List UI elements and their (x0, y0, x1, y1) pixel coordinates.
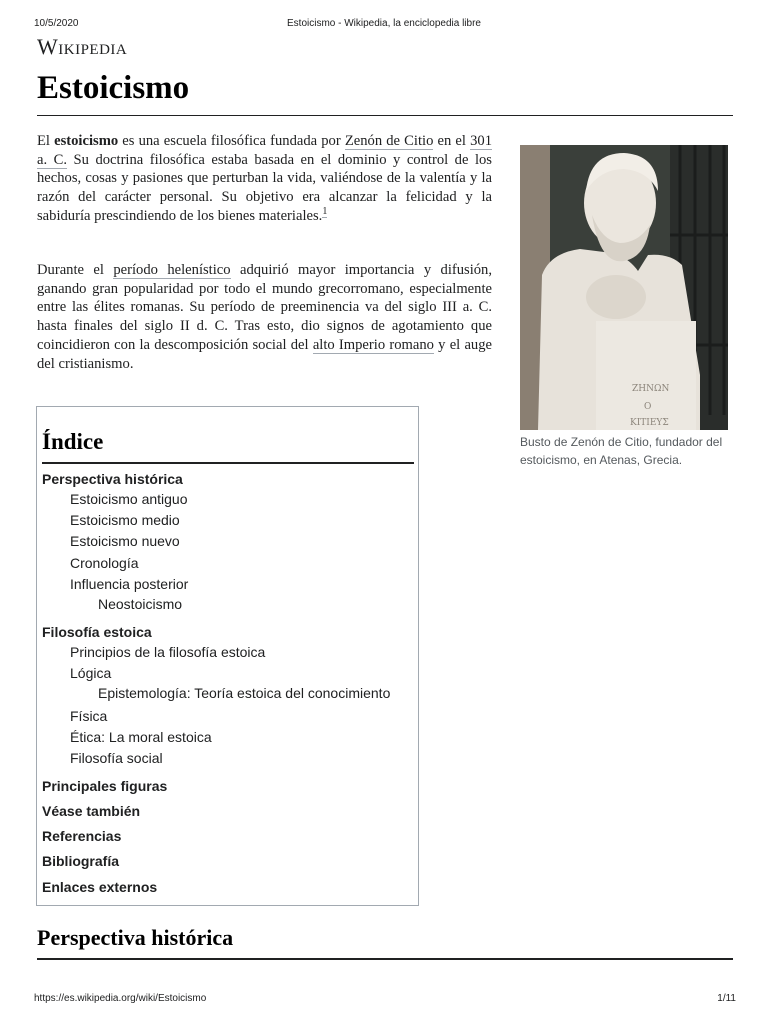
toc-link-principales-figuras[interactable]: Principales figuras (42, 778, 168, 794)
link-zenon-de-citio[interactable]: Zenón de Citio (344, 133, 434, 149)
section-divider (37, 958, 733, 960)
toc-link-cronologia[interactable]: Cronología (70, 555, 139, 571)
thumbnail-figure (520, 145, 728, 469)
toc-link-fisica[interactable]: Física (70, 708, 108, 724)
toc-heading: Índice (42, 429, 104, 454)
figure-caption: Busto de Zenón de Citio, fundador del estoicismo, en Atenas, Grecia. (520, 435, 723, 467)
print-date: 10/5/2020 (34, 18, 79, 29)
link-alto-imperio-romano[interactable]: alto Imperio romano (312, 336, 434, 353)
term-bold: estoicismo (54, 133, 119, 149)
toc-link-influencia-posterior[interactable]: Influencia posterior (70, 576, 189, 592)
toc-link-bibliografia[interactable]: Bibliografía (42, 853, 120, 869)
print-doc-title: Estoicismo - Wikipedia, la enciclopedia libre (287, 18, 481, 29)
toc-link-estoicismo-nuevo[interactable]: Estoicismo nuevo (70, 533, 180, 549)
toc-link-neostoicismo[interactable]: Neostoicismo (98, 596, 183, 612)
toc-link-logica[interactable]: Lógica (70, 665, 112, 681)
bust-inscription-line-1: ΖΗΝΩΝ (632, 384, 670, 394)
link-301-ac[interactable]: 301 a. C. (37, 133, 492, 168)
toc-link-enlaces-externos[interactable]: Enlaces externos (42, 879, 158, 895)
toc-link-etica[interactable]: Ética: La moral estoica (70, 729, 212, 745)
toc-link-principios[interactable]: Principios de la filosofía estoica (70, 644, 266, 660)
zeno-bust-photo[interactable] (520, 145, 728, 430)
section-heading: Perspectiva histórica (37, 925, 234, 950)
toc-link-vease-tambien[interactable]: Véase también (42, 803, 141, 819)
bust-inscription-line-2: Ο (644, 402, 652, 412)
title-divider (37, 115, 733, 116)
page-url[interactable]: https://es.wikipedia.org/wiki/Estoicismo (34, 993, 207, 1004)
reference-1[interactable]: 1 (322, 205, 328, 217)
toc-link-estoicismo-medio[interactable]: Estoicismo medio (70, 512, 180, 528)
intro-paragraph-1: El estoicismo es una escuela filosófica fundada por Zenón de Citio en el 301 a. C. Su doctrina filosófica estaba basada en el dominio y control de los hechos, cosas y pasiones que perturban la vida, valiéndose de la valentía y la razón del carácter personal. Su objetivo era alcanzar la felicidad y la sabiduría prescindiendo de los bienes materiales.$^1$ (37, 133, 492, 224)
link-periodo-helenistico[interactable]: período helenístico (113, 262, 231, 278)
toc-link-filosofia-estoica[interactable]: Filosofía estoica (42, 624, 152, 640)
toc-link-estoicismo-antiguo[interactable]: Estoicismo antiguo (70, 491, 188, 507)
toc-link-perspectiva-historica[interactable]: Perspectiva histórica (42, 471, 183, 487)
table-of-contents (36, 406, 419, 906)
toc-divider (42, 462, 414, 464)
toc-link-filosofia-social[interactable]: Filosofía social (70, 750, 163, 766)
bust-inscription-line-3: ΚΙΤΙΕΥΣ (630, 418, 669, 428)
page-number: 1/11 (717, 993, 736, 1004)
print-header (0, 18, 768, 32)
toc-link-referencias[interactable]: Referencias (42, 828, 122, 844)
intro-paragraph-2: Durante el período helenístico adquirió mayor importancia y difusión, ganando gran popularidad por todo el mundo grecorromano, especialmente entre las élites romanas. Su período de preeminencia va del siglo III a. C. hasta finales del siglo II d. C. Tras esto, dio signos de agotamiento que coincidieron con la descomposición social del alto Imperio romano y el auge del cristianismo. (37, 262, 493, 372)
wikipedia-wordmark[interactable]: Wikipedia (37, 34, 128, 59)
toc-link-epistemologia[interactable]: Epistemología: Teoría estoica del conocimiento (98, 685, 391, 701)
page-title: Estoicismo (37, 70, 190, 106)
